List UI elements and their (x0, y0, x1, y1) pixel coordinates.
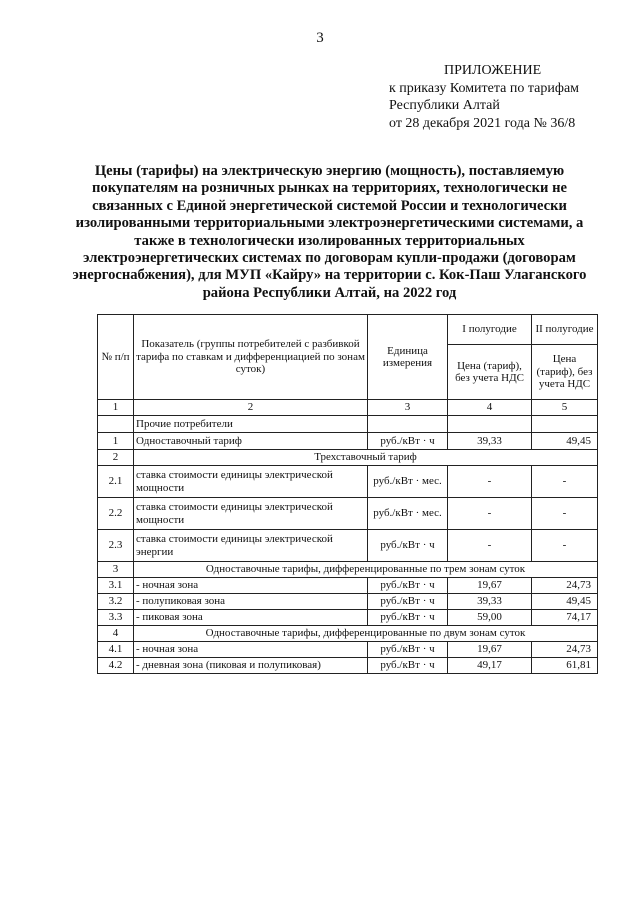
row-num: 2.1 (98, 466, 134, 498)
row-h2: - (532, 466, 598, 498)
header-half2: II полугодие (532, 315, 598, 345)
appendix-title: ПРИЛОЖЕНИЕ (444, 63, 542, 78)
group-label: Прочие потребители (134, 416, 368, 433)
row-h2: 74,17 (532, 610, 598, 626)
row-unit: руб./кВт · ч (368, 578, 448, 594)
row-num: 3.3 (98, 610, 134, 626)
row-num: 4.2 (98, 658, 134, 674)
row-name: - дневная зона (пиковая и полупиковая) (134, 658, 368, 674)
header-indicator: Показатель (группы потребителей с разбивкой тарифа по ставкам и дифференциацией по зонам суток) (134, 315, 368, 400)
row-name: ставка стоимости единицы электрической мощности (134, 498, 368, 530)
row-h2: 61,81 (532, 658, 598, 674)
row-unit: руб./кВт · мес. (368, 498, 448, 530)
row-name: - пиковая зона (134, 610, 368, 626)
page-number: 3 (316, 30, 324, 46)
row-num: 2.2 (98, 498, 134, 530)
col-number-3: 3 (368, 400, 448, 416)
col-number-1: 1 (98, 400, 134, 416)
appendix-line-2: Республики Алтай (389, 98, 500, 113)
section-label: Одноставочные тарифы, дифференцированные по трем зонам суток (134, 562, 598, 578)
section-label: Трехставочный тариф (134, 450, 598, 466)
row-num: 2.3 (98, 530, 134, 562)
row-unit: руб./кВт · ч (368, 658, 448, 674)
appendix-line-3: от 28 декабря 2021 года № 36/8 (389, 115, 576, 131)
row-num: 3.1 (98, 578, 134, 594)
table-row (98, 450, 598, 466)
table-row (98, 562, 598, 578)
row-h1: 19,67 (448, 642, 532, 658)
header-half1: I полугодие (448, 315, 532, 345)
col-number-5: 5 (532, 400, 598, 416)
table-row (98, 530, 598, 562)
row-h1: - (448, 530, 532, 562)
row-h1: - (448, 466, 532, 498)
row-unit: руб./кВт · ч (368, 594, 448, 610)
table-row (98, 498, 598, 530)
row-num: 3.2 (98, 594, 134, 610)
row-h2: 49,45 (532, 594, 598, 610)
row-h1: 49,17 (448, 658, 532, 674)
row-name: - ночная зона (134, 642, 368, 658)
row-unit: руб./кВт · ч (368, 610, 448, 626)
row-unit: руб./кВт · ч (368, 433, 448, 450)
row-unit: руб./кВт · ч (368, 530, 448, 562)
row-name: Одноставочный тариф (134, 433, 368, 450)
row-h2: 24,73 (532, 578, 598, 594)
col-number-4: 4 (448, 400, 532, 416)
section-label: Одноставочные тарифы, дифференцированные по двум зонам суток (134, 626, 598, 642)
table-row (98, 626, 598, 642)
row-h2: 24,73 (532, 642, 598, 658)
row-h1: 19,67 (448, 578, 532, 594)
row-num: 3 (98, 562, 134, 578)
table-row (98, 578, 598, 594)
row-num: 4 (98, 626, 134, 642)
row-name: ставка стоимости единицы электрической мощности (134, 466, 368, 498)
table-row (98, 594, 598, 610)
row-h1: - (448, 498, 532, 530)
row-unit: руб./кВт · ч (368, 642, 448, 658)
header-price2: Цена (тариф), без учета НДС (532, 345, 598, 400)
row-h1: 39,33 (448, 594, 532, 610)
col-number-2: 2 (134, 400, 368, 416)
row-num: 2 (98, 450, 134, 466)
document-title: Цены (тарифы) на электрическую энергию (мощность), поставляемую покупателям на розничных рынках на территориях, технологически не связанных с Единой энергетической системой России и технологически изолированными территориальными электроэнергетическими системами, а также в технологически изолированных территориальных электроэнергетических системах по договорам купли-продажи (договорам энергоснабжения), для МУП «Кайру» на территории с. Кок-Паш Улаганского района Республики Алтай, на 2022 год (72, 163, 587, 301)
table-row (98, 610, 598, 626)
table-row (98, 658, 598, 674)
row-name: ставка стоимости единицы электрической энергии (134, 530, 368, 562)
row-h1: 59,00 (448, 610, 532, 626)
row-num: 4.1 (98, 642, 134, 658)
row-unit: руб./кВт · мес. (368, 466, 448, 498)
table-row (98, 433, 598, 450)
row-num: 1 (98, 433, 134, 450)
header-num: № п/п (98, 315, 134, 400)
header-price1: Цена (тариф), без учета НДС (448, 345, 532, 400)
table-row (98, 466, 598, 498)
table-row (98, 642, 598, 658)
appendix-line-1: к приказу Комитета по тарифам (389, 80, 580, 96)
row-h2: 49,45 (532, 433, 598, 450)
tariff-table (97, 314, 598, 674)
row-h1: 39,33 (448, 433, 532, 450)
row-name: - полупиковая зона (134, 594, 368, 610)
row-name: - ночная зона (134, 578, 368, 594)
header-unit: Единица измерения (368, 315, 448, 400)
row-h2: - (532, 530, 598, 562)
appendix-block (389, 62, 579, 132)
row-h2: - (532, 498, 598, 530)
